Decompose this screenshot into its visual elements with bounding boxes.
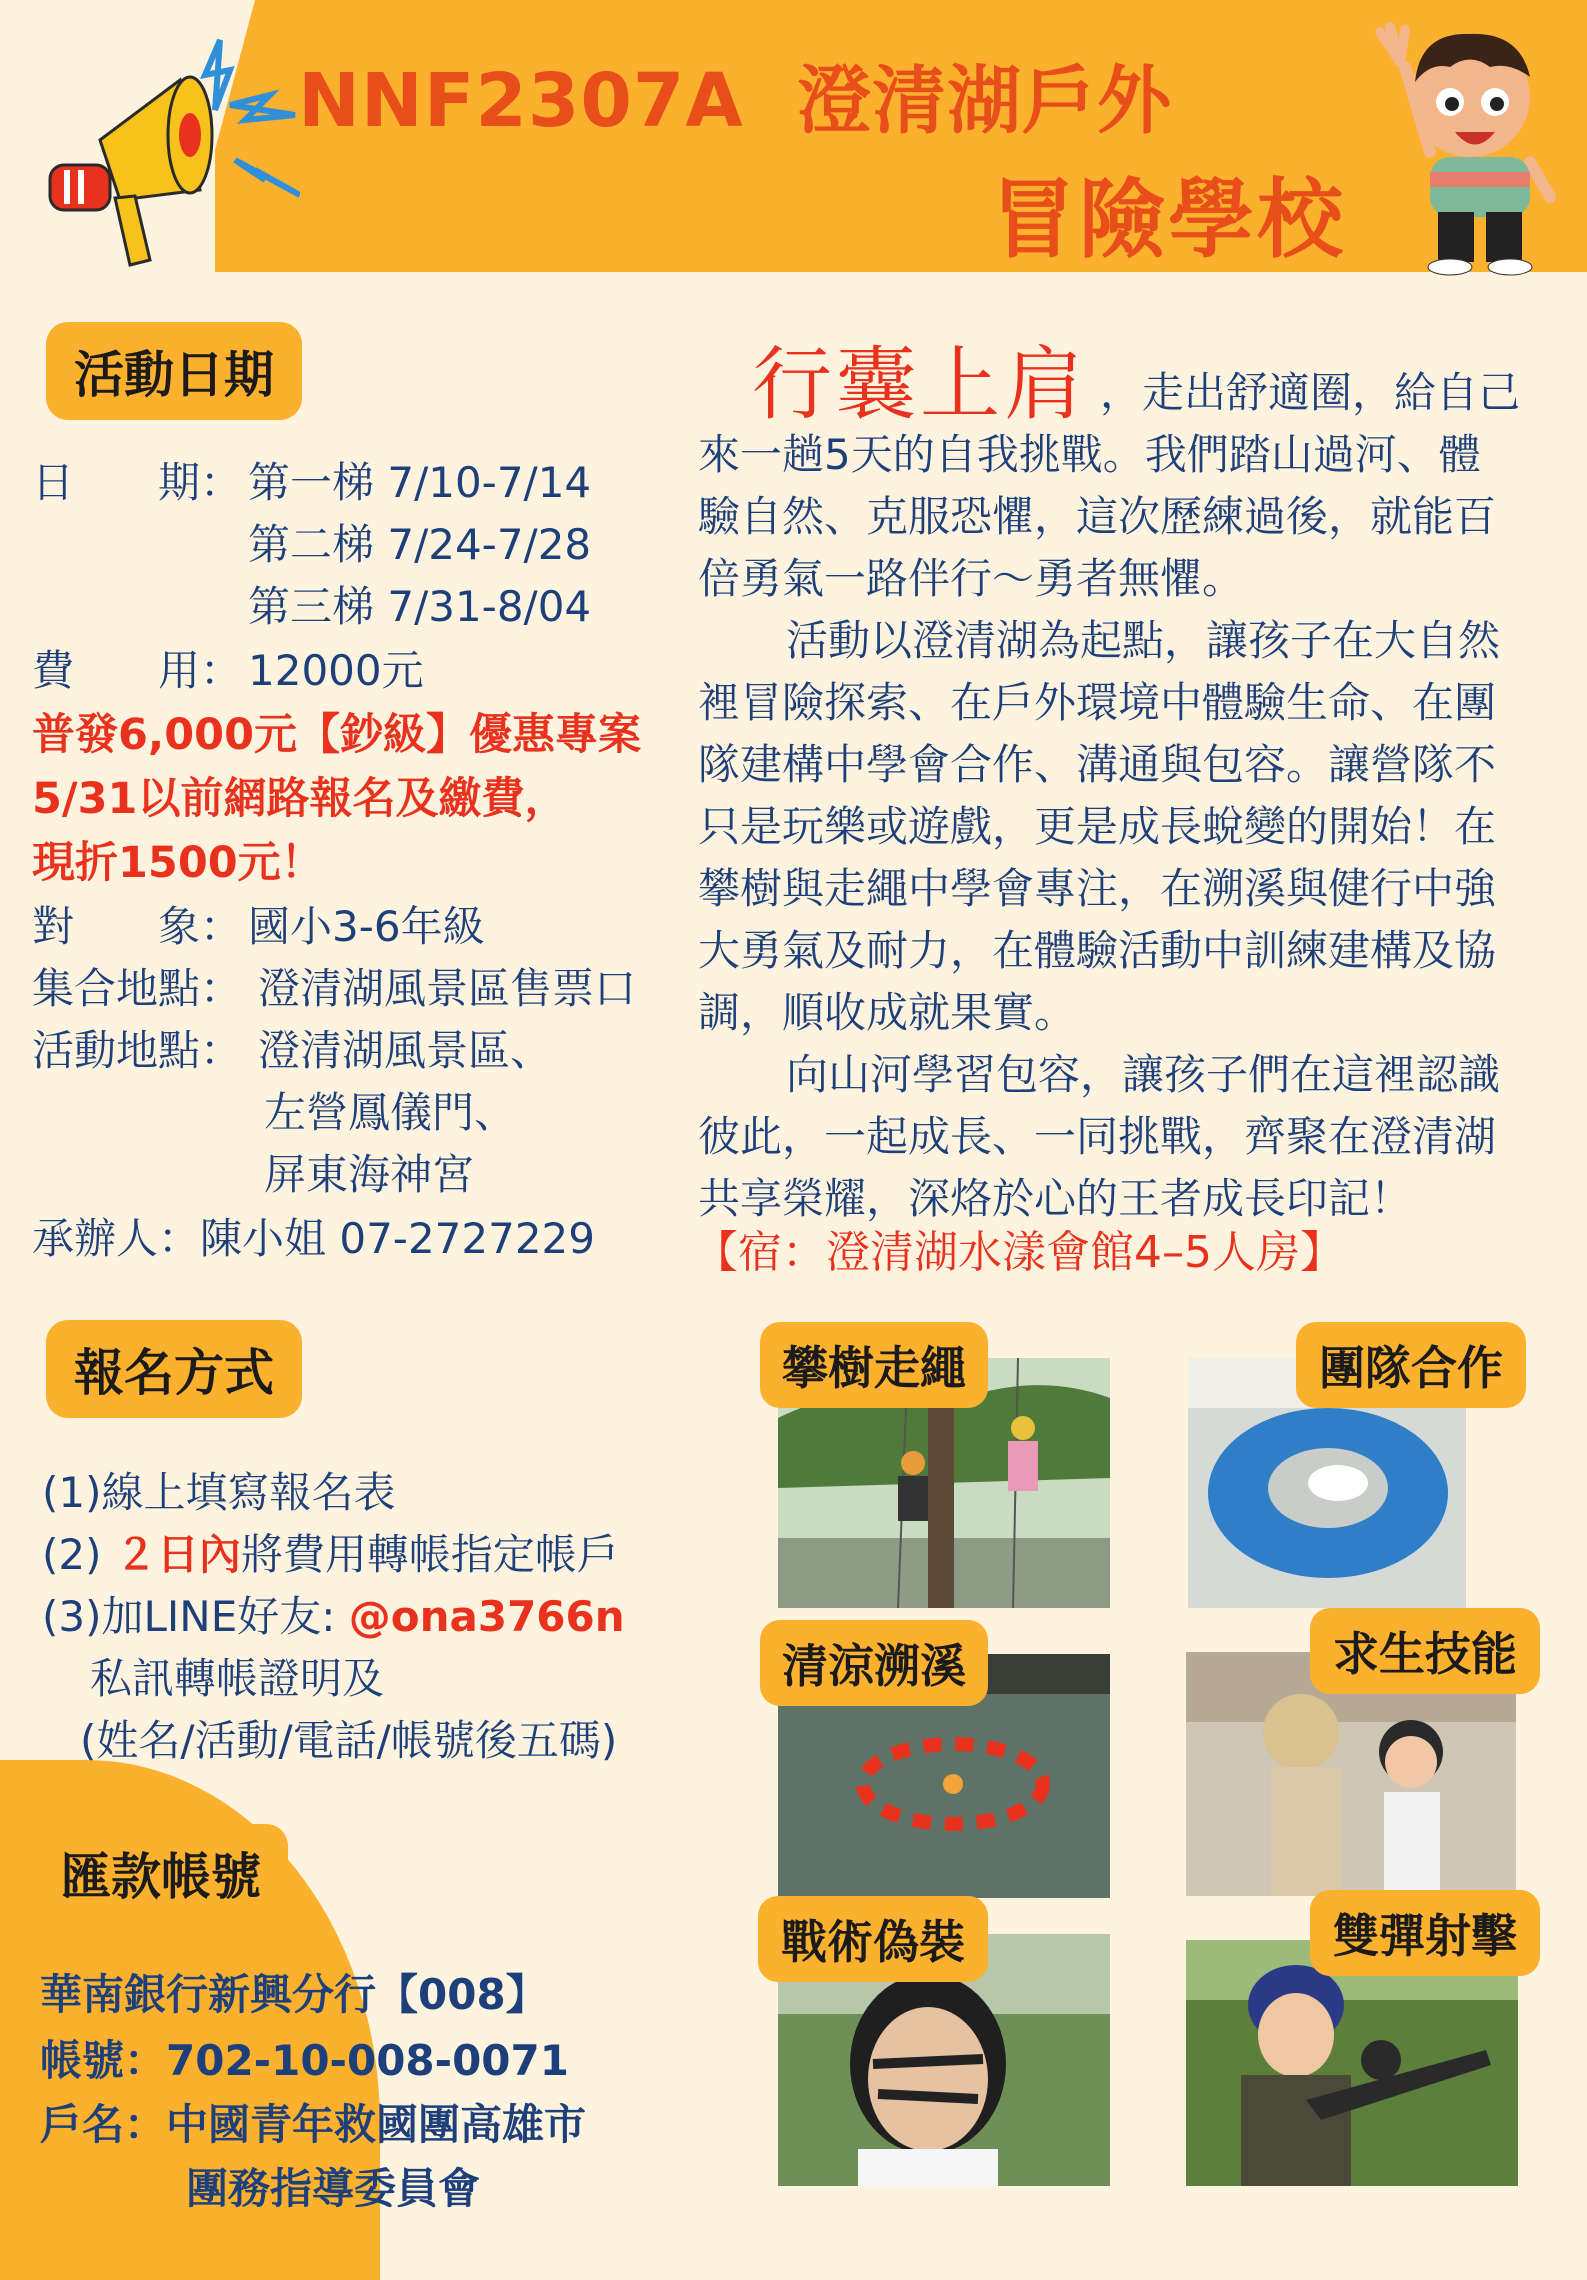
photo-label-survival-skills: 求生技能 [1310,1608,1540,1694]
lodging-info: 【宿：澄清湖水漾會館4–5人房】 [694,1227,1344,1278]
fee-value: 12000元 [248,646,424,695]
intro-line-3: 倍勇氣一路伴行～勇者無懼。 [698,554,1245,603]
photo-label-teamwork: 團隊合作 [1296,1322,1526,1408]
signup-step-3-fields: (姓名/活動/電話/帳號後五碼) [80,1716,618,1765]
remit-label: 匯款帳號 [34,1824,288,1922]
headline: 行囊上肩 [752,338,1088,431]
body-line-4: 活動以澄清湖為起點，讓孩子在大自然 [786,616,1501,665]
bank-name: 華南銀行新興分行【008】 [40,1970,548,2019]
venue-value-1: 澄清湖風景區、 [258,1026,553,1075]
target-value: 國小3-6年級 [248,902,485,951]
intro-line-2: 驗自然、克服恐懼，這次歷練過後，就能百 [698,492,1497,541]
meet-value: 澄清湖風景區售票口 [258,964,637,1013]
signup-step-2: (2) ２日內將費用轉帳指定帳戶 [42,1530,619,1579]
intro-line-0: ，走出舒適圈，給自己 [1100,368,1521,417]
body-line-10: 調，順收成就果實。 [698,988,1077,1037]
photo-label-paintball: 雙彈射擊 [1310,1890,1540,1976]
signup-step-3-detail: 私訊轉帳證明及 [90,1654,385,1703]
page-subtitle: 冒險學校 [990,170,1346,270]
body-line-8: 攀樹與走繩中學會專注，在溯溪與健行中強 [698,864,1497,913]
date-value-2: 第二梯 7/24-7/28 [248,520,592,569]
target-key: 對 象： [32,902,243,951]
date-key: 日 期： [32,458,243,507]
account-number: 帳號：702-10-008-0071 [40,2036,569,2085]
photo-label-river-trekking: 清涼溯溪 [760,1620,988,1706]
signup-step-1: (1)線上填寫報名表 [42,1468,396,1517]
paintball-photo [1186,1940,1518,2186]
intro-line-1: 來一趟5天的自我挑戰。我們踏山過河、體 [698,430,1481,479]
photo-label-camouflage: 戰術偽裝 [758,1896,988,1982]
body-line-6: 隊建構中學會合作、溝通與包容。讓營隊不 [698,740,1497,789]
venue-value-3: 屏東海神宮 [264,1150,475,1199]
dates-label: 活動日期 [46,322,302,420]
promo-line-3: 現折1500元！ [32,838,324,888]
organizer-contact: 承辦人：陳小姐 07-2727229 [32,1214,596,1263]
account-holder-1: 戶名：中國青年救國團高雄市 [40,2100,587,2149]
date-value-3: 第三梯 7/31-8/04 [248,582,592,631]
signup-label: 報名方式 [46,1320,302,1418]
fee-key: 費 用： [32,646,243,695]
account-holder-2: 團務指導委員會 [186,2164,481,2213]
boy-mascot-icon [1370,22,1560,277]
photo-label-tree-climbing: 攀樹走繩 [760,1322,988,1408]
body-line-7: 只是玩樂或遊戲，更是成長蛻變的開始！在 [698,802,1497,851]
meet-key: 集合地點： [32,964,243,1013]
body-line-13: 共享榮耀，深烙於心的王者成長印記！ [698,1174,1413,1223]
promo-line-1: 普發6,000元【鈔級】優惠專案 [32,710,642,760]
body-line-5: 裡冒險探索、在戶外環境中體驗生命、在團 [698,678,1497,727]
signup-step-3: (3)加LINE好友: @ona3766n [42,1592,625,1641]
megaphone-icon [30,20,300,270]
venue-value-2: 左營鳳儀門、 [264,1088,517,1137]
body-line-11: 向山河學習包容，讓孩子們在這裡認識 [786,1050,1501,1099]
promo-line-2: 5/31以前網路報名及繳費， [32,774,568,824]
body-line-9: 大勇氣及耐力，在體驗活動中訓練建構及協 [698,926,1497,975]
page-title: NNF2307A 澄清湖戶外 [298,58,1173,144]
body-line-12: 彼此，一起成長、一同挑戰，齊聚在澄清湖 [698,1112,1497,1161]
date-value-1: 第一梯 7/10-7/14 [248,458,592,507]
venue-key: 活動地點： [32,1026,243,1075]
